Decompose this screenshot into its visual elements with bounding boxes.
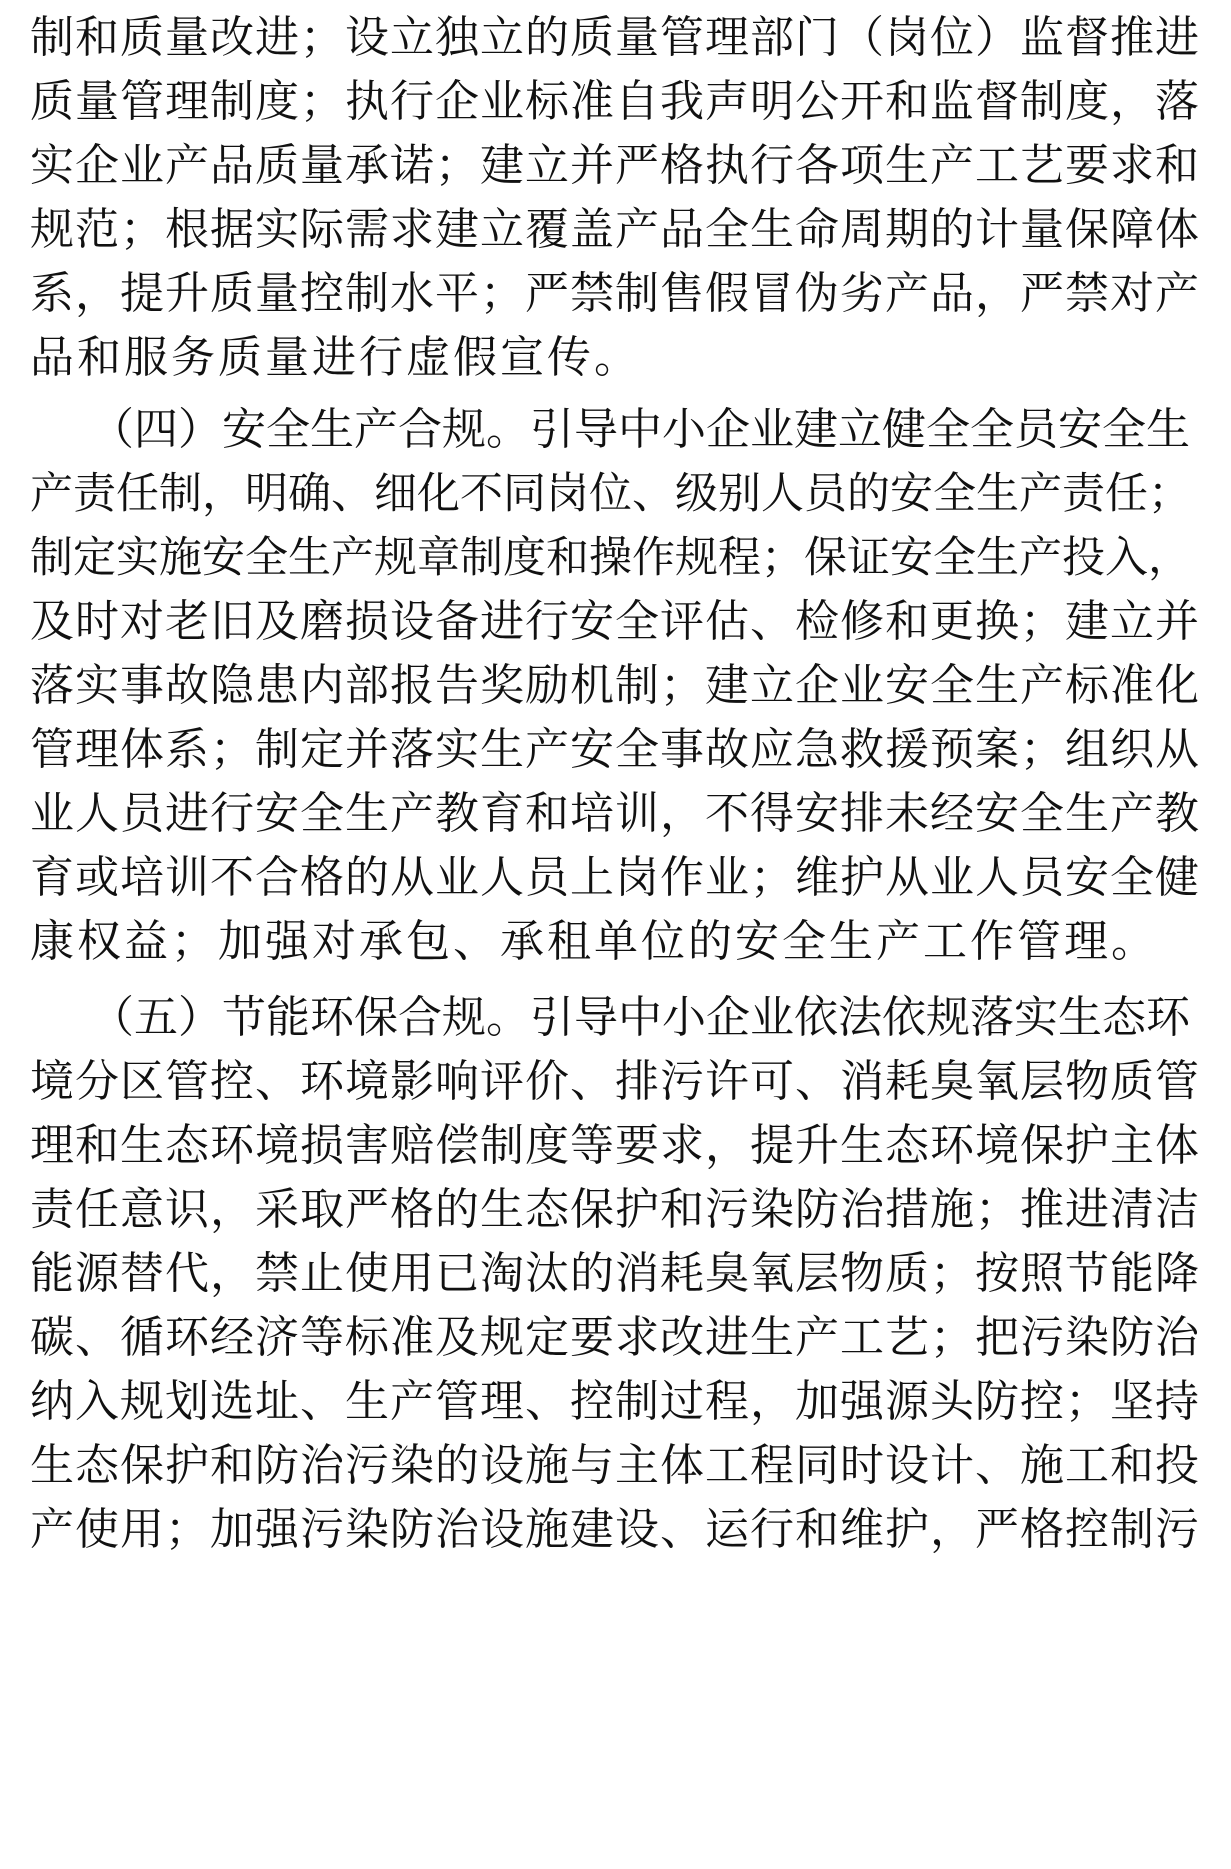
text-line: 境分区管控、环境影响评价、排污许可、消耗臭氧层物质管	[30, 1056, 1200, 1107]
text-line: 能源替代，禁止使用已淘汰的消耗臭氧层物质；按照节能降	[30, 1248, 1200, 1299]
text-line: 实企业产品质量承诺；建立并严格执行各项生产工艺要求和	[30, 140, 1200, 191]
text-line: 及时对老旧及磨损设备进行安全评估、检修和更换；建立并	[30, 596, 1200, 647]
paragraph-first-line-section-5: （五）节能环保合规。引导中小企业依法依规落实生态环	[90, 992, 1190, 1043]
text-line: 育或培训不合格的从业人员上岗作业；维护从业人员安全健	[30, 852, 1200, 903]
paragraph-first-line-section-4: （四）安全生产合规。引导中小企业建立健全全员安全生	[90, 404, 1190, 455]
text-line: 系，提升质量控制水平；严禁制售假冒伪劣产品，严禁对产	[30, 268, 1200, 319]
text-line: 规范；根据实际需求建立覆盖产品全生命周期的计量保障体	[30, 204, 1200, 255]
text-line: 管理体系；制定并落实生产安全事故应急救援预案；组织从	[30, 724, 1200, 775]
text-line: 纳入规划选址、生产管理、控制过程，加强源头防控；坚持	[30, 1376, 1200, 1427]
text-line: 理和生态环境损害赔偿制度等要求，提升生态环境保护主体	[30, 1120, 1200, 1171]
text-line: 碳、循环经济等标准及规定要求改进生产工艺；把污染防治	[30, 1312, 1200, 1363]
text-line: 落实事故隐患内部报告奖励机制；建立企业安全生产标准化	[30, 660, 1200, 711]
text-line: 制定实施安全生产规章制度和操作规程；保证安全生产投入，	[30, 533, 1191, 583]
text-line: 责任意识，采取严格的生态保护和污染防治措施；推进清洁	[30, 1184, 1200, 1235]
text-line: 产使用；加强污染防治设施建设、运行和维护，严格控制污	[30, 1504, 1200, 1555]
text-line: 生态保护和防治污染的设施与主体工程同时设计、施工和投	[30, 1440, 1200, 1491]
text-line: 业人员进行安全生产教育和培训，不得安排未经安全生产教	[30, 788, 1200, 839]
text-line: 产责任制，明确、细化不同岗位、级别人员的安全生产责任；	[30, 469, 1191, 519]
text-line: 质量管理制度；执行企业标准自我声明公开和监督制度，落	[30, 76, 1200, 127]
text-line: 康权益；加强对承包、承租单位的安全生产工作管理。	[30, 916, 1158, 967]
text-line: 制和质量改进；设立独立的质量管理部门（岗位）监督推进	[30, 12, 1200, 63]
text-line: 品和服务质量进行虚假宣传。	[30, 332, 641, 383]
